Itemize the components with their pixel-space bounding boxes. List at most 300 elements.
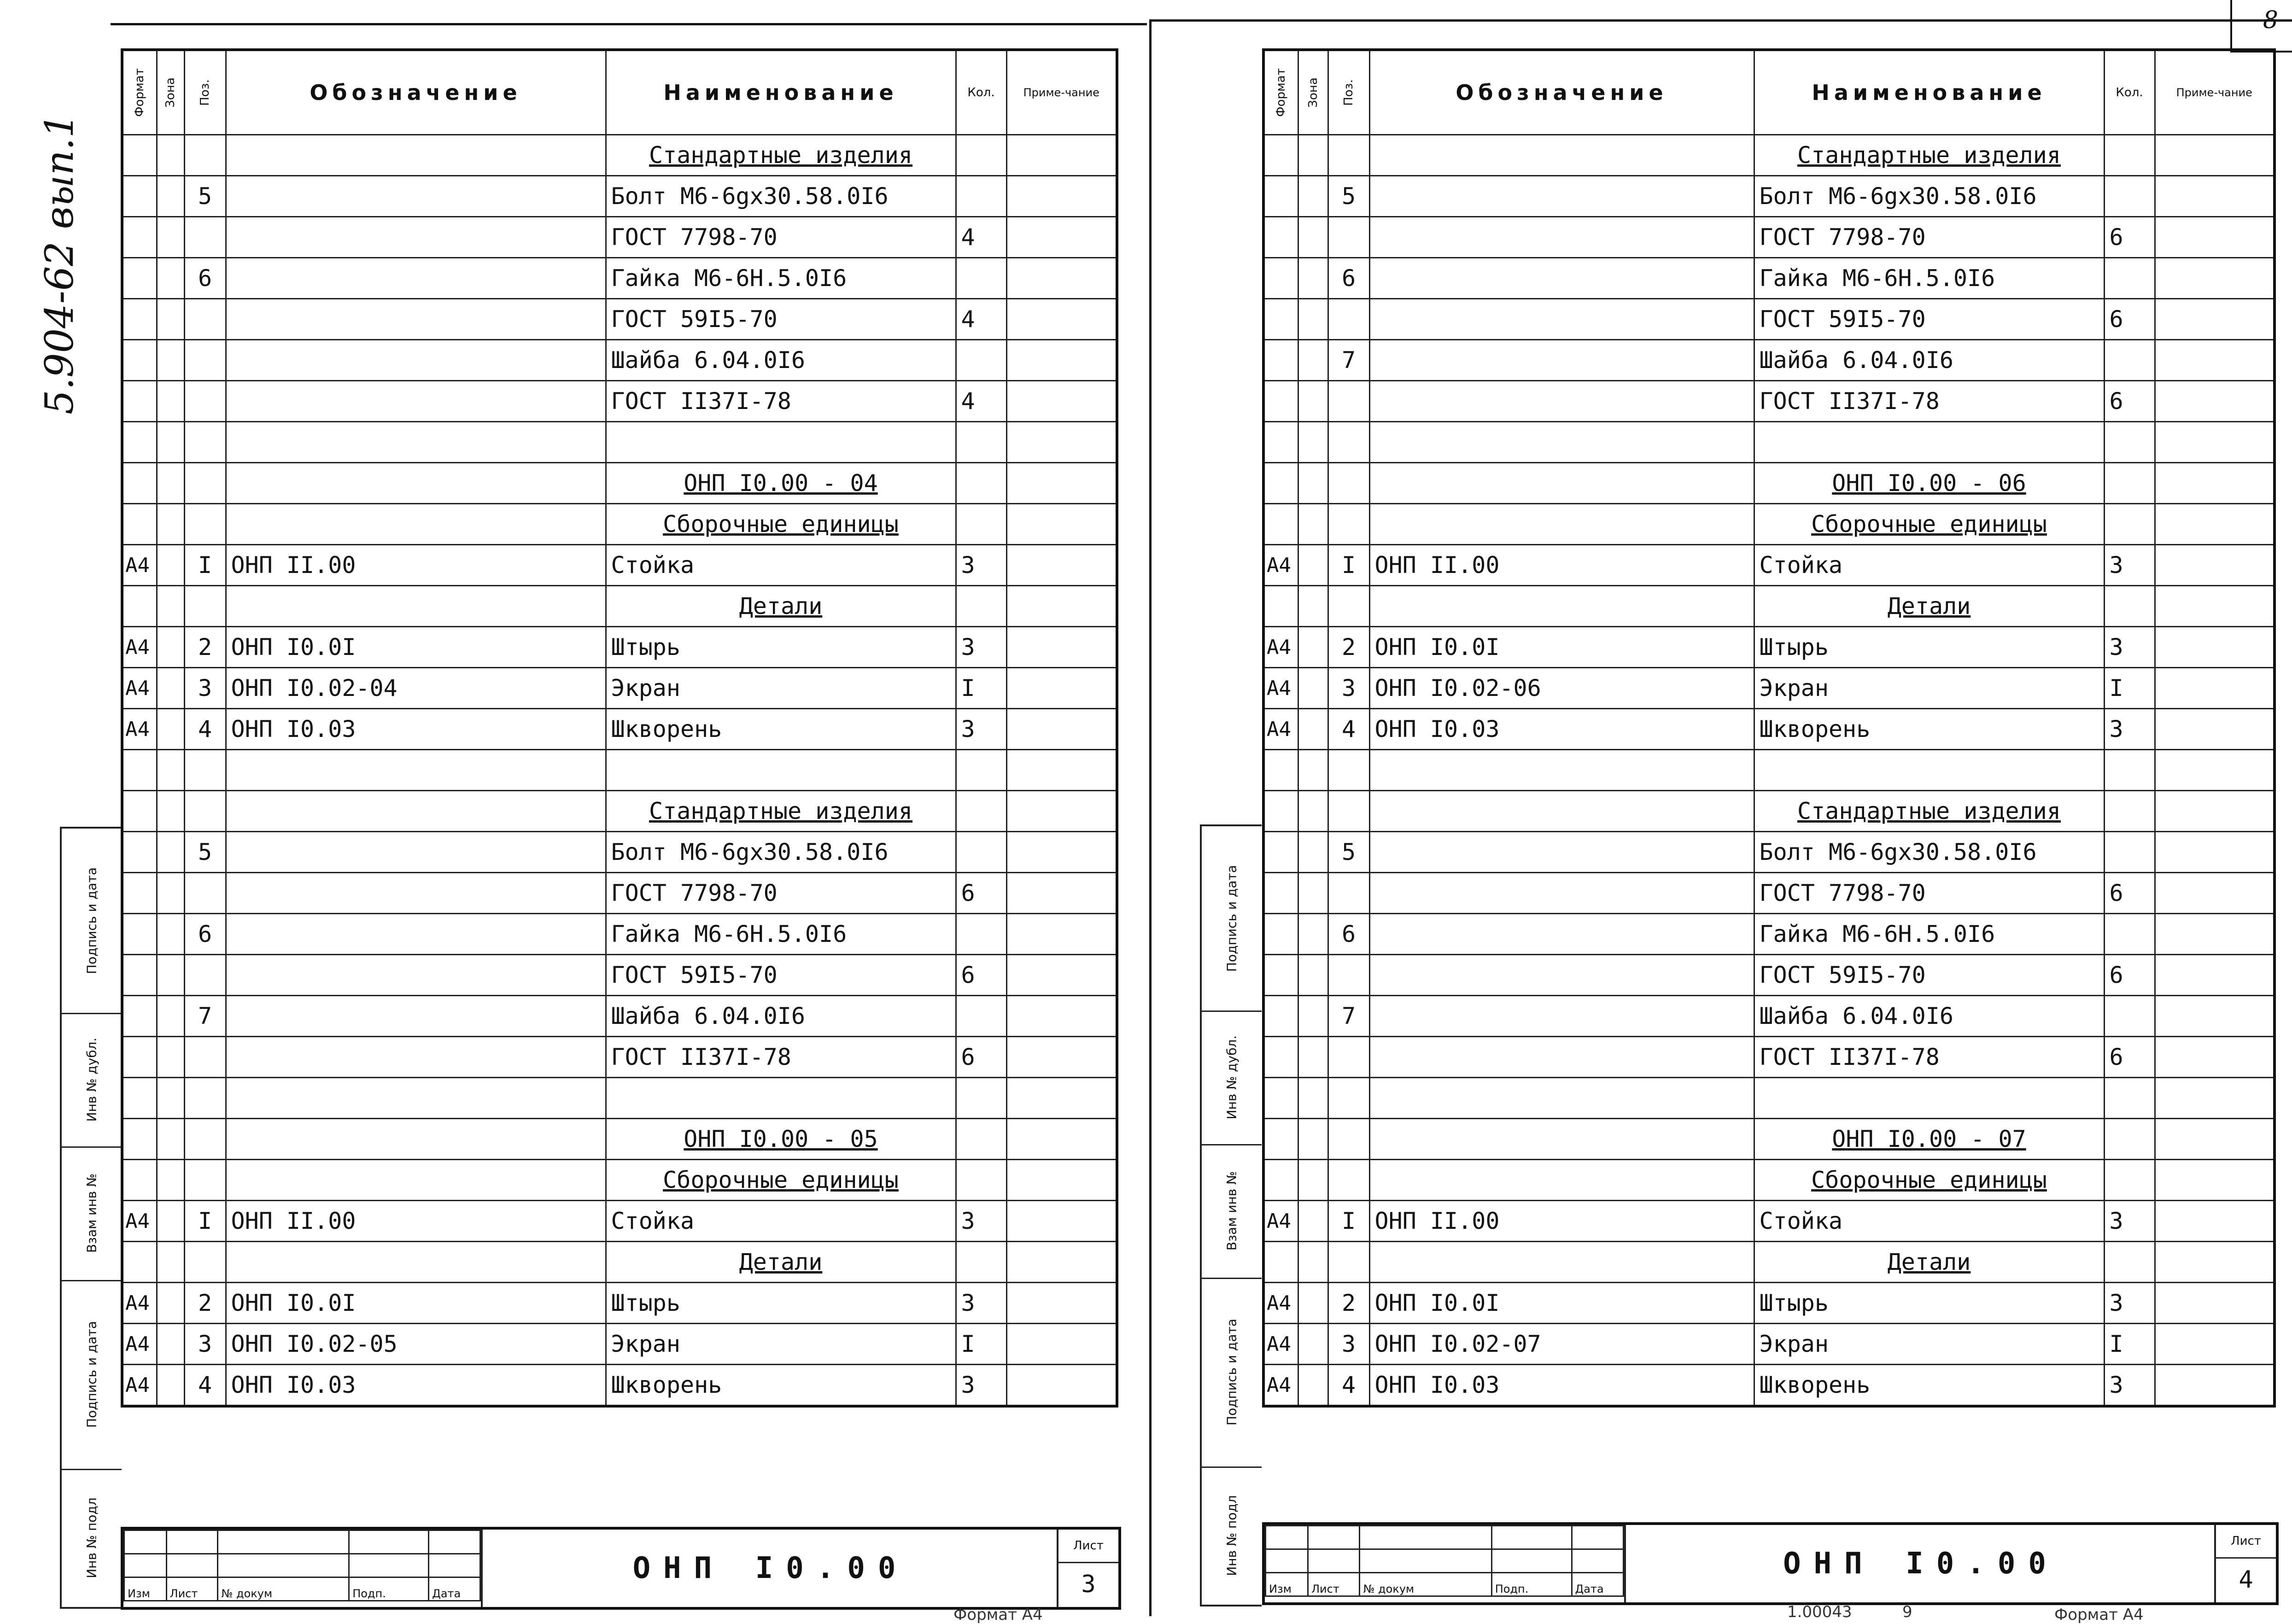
cell-note [1006,873,1117,914]
cell-designation [226,1119,606,1160]
cell-format: А4 [1263,1201,1298,1242]
cell-qty: I [956,1324,1006,1365]
cell-note [1006,709,1117,750]
cell-zone [157,463,184,504]
cell-pos [184,299,226,340]
table-row [122,217,1117,258]
cell-designation [226,381,606,422]
cell-qty [2104,340,2155,381]
cell-pos [1328,381,1369,422]
cell-name: Экран [1754,668,2104,709]
cell-qty: I [2104,1324,2155,1365]
cell-designation: ОНП I0.02-04 [226,668,606,709]
cell-format [122,996,157,1037]
cell-designation [226,1078,606,1119]
table-row [122,1283,1117,1324]
cell-format [122,1119,157,1160]
cell-name: Болт М6-6gх30.58.0I6 [606,176,956,217]
cell-note [1006,750,1117,791]
cell-name [606,1078,956,1119]
cell-name: Сборочные единицы [606,504,956,545]
cell-format [1263,955,1298,996]
cell-pos [1328,586,1369,627]
margin-vzam-inv: Взам инв № [1202,1144,1262,1279]
table-row [1263,1078,2274,1119]
cell-pos [184,1037,226,1078]
cell-name [606,750,956,791]
top-rule-right [1152,19,2292,22]
table-row [122,627,1117,668]
tb-label-sign: Подп. [349,1577,429,1601]
revision-grid [123,1530,481,1601]
table-row [1263,996,2274,1037]
cell-zone [1298,873,1328,914]
cell-pos [184,1242,226,1283]
cell-name [606,422,956,463]
cell-pos [1328,217,1369,258]
cell-qty [2104,1078,2155,1119]
cell-format [1263,1242,1298,1283]
cell-designation [1369,750,1754,791]
table-row [122,1242,1117,1283]
table-row [122,586,1117,627]
cell-zone [1298,381,1328,422]
cell-zone [157,750,184,791]
cell-note [1006,668,1117,709]
cell-designation [226,586,606,627]
cell-zone [1298,1324,1328,1365]
center-divider [1149,19,1152,1616]
cell-format: А4 [1263,1283,1298,1324]
cell-name: Штырь [606,1283,956,1324]
cell-designation: ОНП I0.03 [226,709,606,750]
document-series-stamp: 5.904-62 вып.1 [37,113,82,415]
cell-designation [226,791,606,832]
cell-qty [956,422,1006,463]
cell-name: Стандартные изделия [606,135,956,176]
table-row [1263,832,2274,873]
col-zone: Зона [157,50,184,135]
table-header-row [122,50,1117,135]
page-number-box [2230,0,2292,53]
cell-zone [157,996,184,1037]
sheet-number: 4 [2239,1566,2253,1594]
cell-zone [1298,176,1328,217]
table-row [122,545,1117,586]
cell-qty [956,504,1006,545]
col-pos: Поз. [1328,50,1369,135]
cell-pos [1328,1242,1369,1283]
cell-designation [1369,586,1754,627]
cell-qty: 4 [956,217,1006,258]
cell-pos [184,135,226,176]
col-name: Наименование [1754,50,2104,135]
cell-note [2155,135,2274,176]
cell-name: Детали [1754,1242,2104,1283]
cell-format [1263,299,1298,340]
cell-qty [956,832,1006,873]
cell-qty [956,258,1006,299]
cell-note [2155,1283,2274,1324]
cell-designation [1369,996,1754,1037]
document-code: ОНП I0.00 [1624,1525,2216,1602]
cell-designation: ОНП I0.03 [1369,709,1754,750]
cell-note [1006,340,1117,381]
cell-name: Экран [1754,1324,2104,1365]
cell-format [1263,135,1298,176]
document-code: ОНП I0.00 [481,1530,1058,1607]
cell-note [1006,832,1117,873]
cell-name: Стандартные изделия [1754,135,2104,176]
cell-zone [157,135,184,176]
cell-pos [184,217,226,258]
cell-zone [157,832,184,873]
table-row [122,1365,1117,1407]
cell-qty [956,750,1006,791]
spec-table-right [1262,48,2276,1408]
cell-qty [956,135,1006,176]
cell-note [2155,1365,2274,1407]
cell-note [2155,914,2274,955]
cell-designation [1369,832,1754,873]
cell-designation [226,914,606,955]
cell-pos: 4 [184,709,226,750]
cell-note [1006,422,1117,463]
col-format: Формат [122,50,157,135]
col-qty: Кол. [2104,50,2155,135]
cell-pos [1328,1119,1369,1160]
table-row [122,873,1117,914]
sheet-number-cell [1057,1530,1118,1607]
col-note: Приме-чание [1006,50,1117,135]
cell-qty: 3 [956,545,1006,586]
cell-designation [226,1037,606,1078]
cell-pos: 2 [184,627,226,668]
cell-note [1006,504,1117,545]
cell-note [1006,258,1117,299]
cell-name: Стойка [606,1201,956,1242]
cell-note [2155,217,2274,258]
cell-zone [1298,340,1328,381]
cell-note [2155,1078,2274,1119]
cell-qty: 3 [2104,709,2155,750]
tb-label-izm: Изм [1266,1573,1308,1596]
cell-pos: 7 [184,996,226,1037]
cell-note [1006,217,1117,258]
cell-qty: 6 [2104,381,2155,422]
cell-name: Шайба 6.04.0I6 [606,996,956,1037]
cell-format [1263,176,1298,217]
cell-format [1263,914,1298,955]
cell-designation [226,504,606,545]
cell-designation [226,299,606,340]
cell-zone [157,1160,184,1201]
table-row [1263,668,2274,709]
cell-designation [1369,504,1754,545]
cell-format: А4 [1263,668,1298,709]
cell-pos: 6 [184,914,226,955]
margin-inv-dubl: Инв № дубл. [62,1013,122,1148]
cell-qty [956,1242,1006,1283]
cell-name [1754,1078,2104,1119]
cell-name: Гайка М6-6Н.5.0I6 [606,258,956,299]
cell-pos: 3 [184,668,226,709]
spec-rows [122,135,1117,1407]
cell-designation: ОНП II.00 [1369,545,1754,586]
cell-designation [1369,1078,1754,1119]
cell-name: Шайба 6.04.0I6 [1754,996,2104,1037]
table-row [122,1119,1117,1160]
cell-qty: 3 [2104,545,2155,586]
cell-pos [184,791,226,832]
cell-pos: 7 [1328,340,1369,381]
cell-qty: 3 [956,627,1006,668]
table-row [1263,791,2274,832]
cell-format [122,340,157,381]
tb-label-doc: № докум [1360,1573,1491,1596]
cell-format [122,381,157,422]
cell-pos: 5 [1328,832,1369,873]
margin-sign-date: Подпись и дата [62,829,122,1014]
table-row [122,791,1117,832]
cell-note [2155,1160,2274,1201]
cell-name: Шкворень [1754,1365,2104,1407]
cell-zone [1298,791,1328,832]
cell-format: А4 [1263,709,1298,750]
cell-name [1754,750,2104,791]
margin-inv-podl: Инв № подл [84,1497,99,1578]
cell-pos [1328,873,1369,914]
margin-stamp-column [60,827,122,1609]
cell-zone [1298,1078,1328,1119]
cell-designation [226,463,606,504]
cell-zone [157,299,184,340]
cell-format: А4 [122,627,157,668]
cell-zone [157,627,184,668]
margin-sign-date-2: Подпись и дата [1202,1278,1262,1468]
table-row [122,1201,1117,1242]
cell-note [2155,709,2274,750]
cell-zone [1298,545,1328,586]
cell-zone [157,1365,184,1407]
cell-zone [157,1324,184,1365]
cell-name: Шкворень [1754,709,2104,750]
table-row [122,1037,1117,1078]
cell-pos: I [1328,545,1369,586]
cell-designation [226,258,606,299]
cell-note [1006,1365,1117,1407]
cell-note [2155,832,2274,873]
cell-pos: 6 [184,258,226,299]
cell-format [122,463,157,504]
cell-pos [1328,1078,1369,1119]
cell-designation: ОНП I0.02-06 [1369,668,1754,709]
cell-name: Стойка [606,545,956,586]
table-row [1263,914,2274,955]
sheet-number-cell [2214,1525,2276,1602]
cell-zone [157,1119,184,1160]
cell-designation [1369,873,1754,914]
cell-designation: ОНП I0.02-05 [226,1324,606,1365]
cell-designation [226,873,606,914]
cell-format: А4 [1263,627,1298,668]
margin-inv-podl: Инв № подл [1224,1495,1240,1576]
cell-pos: I [184,1201,226,1242]
cell-qty [956,914,1006,955]
tb-label-list: Лист [166,1577,218,1601]
sheet-number: 3 [1081,1571,1096,1598]
cell-qty [956,996,1006,1037]
cell-format [122,873,157,914]
cell-format [1263,791,1298,832]
cell-format: А4 [122,668,157,709]
cell-designation [226,832,606,873]
tb-label-izm: Изм [124,1577,167,1601]
cell-qty [2104,1242,2155,1283]
cell-note [1006,545,1117,586]
cell-zone [1298,1283,1328,1324]
cell-pos [1328,299,1369,340]
cell-note [1006,627,1117,668]
cell-format [1263,996,1298,1037]
cell-designation [1369,1160,1754,1201]
cell-qty [2104,1119,2155,1160]
cell-pos: 3 [1328,668,1369,709]
cell-designation [226,217,606,258]
cell-pos [1328,750,1369,791]
cell-note [1006,1324,1117,1365]
cell-qty: 6 [2104,217,2155,258]
cell-format [1263,1160,1298,1201]
cell-qty [2104,996,2155,1037]
cell-name: Болт М6-6gх30.58.0I6 [1754,832,2104,873]
cell-format [1263,258,1298,299]
cell-designation [226,996,606,1037]
table-row [1263,627,2274,668]
cell-qty [956,1160,1006,1201]
cell-name: Болт М6-6gх30.58.0I6 [1754,176,2104,217]
table-row [122,1160,1117,1201]
cell-name: Сборочные единицы [606,1160,956,1201]
cell-format [122,422,157,463]
table-row [122,668,1117,709]
cell-qty [956,1078,1006,1119]
cell-designation [1369,217,1754,258]
cell-zone [1298,422,1328,463]
cell-pos: 2 [1328,1283,1369,1324]
cell-note [2155,873,2274,914]
cell-pos [1328,791,1369,832]
cell-zone [1298,586,1328,627]
cell-note [2155,996,2274,1037]
table-row [1263,176,2274,217]
table-row [122,176,1117,217]
table-row [122,832,1117,873]
cell-designation: ОНП I0.0I [226,1283,606,1324]
col-format: Формат [1263,50,1298,135]
cell-format [122,955,157,996]
cell-name: Шкворень [606,709,956,750]
cell-name: Шайба 6.04.0I6 [606,340,956,381]
cell-zone [157,545,184,586]
cell-format [122,1037,157,1078]
cell-zone [1298,914,1328,955]
tb-label-list: Лист [1308,1573,1360,1596]
cell-pos [184,1119,226,1160]
title-block-left [121,1527,1121,1610]
cell-designation: ОНП I0.0I [1369,627,1754,668]
cell-pos: I [1328,1201,1369,1242]
cell-format [1263,1037,1298,1078]
cell-designation [226,422,606,463]
cell-name: ГОСТ 59I5-70 [606,299,956,340]
cell-designation [1369,463,1754,504]
cell-zone [1298,258,1328,299]
cell-designation [1369,1119,1754,1160]
cell-format: А4 [122,1283,157,1324]
margin-stamp-column-right [1200,824,1262,1606]
cell-note [1006,1160,1117,1201]
cell-note [2155,668,2274,709]
cell-pos [184,1160,226,1201]
cell-zone [157,176,184,217]
cell-name: Гайка М6-6Н.5.0I6 [1754,914,2104,955]
cell-qty [2104,832,2155,873]
cell-zone [1298,709,1328,750]
cell-zone [157,1242,184,1283]
cell-pos: 7 [1328,996,1369,1037]
cell-pos: 3 [184,1324,226,1365]
cell-qty [2104,750,2155,791]
cell-zone [157,873,184,914]
cell-note [2155,258,2274,299]
cell-note [1006,381,1117,422]
cell-qty: I [2104,668,2155,709]
cell-format [122,586,157,627]
table-row [122,1324,1117,1365]
cell-format [1263,504,1298,545]
cell-name: ОНП I0.00 - 07 [1754,1119,2104,1160]
cell-designation: ОНП I0.0I [226,627,606,668]
table-row [1263,422,2274,463]
cell-zone [157,1037,184,1078]
cell-note [1006,463,1117,504]
cell-format [1263,750,1298,791]
cell-designation [1369,258,1754,299]
cell-qty [956,463,1006,504]
table-row [122,1078,1117,1119]
cell-qty [956,176,1006,217]
cell-zone [157,504,184,545]
cell-pos: 2 [184,1283,226,1324]
top-rule-left [111,23,1147,25]
cell-name: Стойка [1754,545,2104,586]
table-row [1263,545,2274,586]
sheet-label: Лист [1058,1530,1118,1563]
margin-sign-date-2: Подпись и дата [62,1280,122,1470]
cell-designation: ОНП I0.02-07 [1369,1324,1754,1365]
table-row [1263,463,2274,504]
footer-format-right: Формат А4 [2054,1606,2144,1624]
cell-designation [1369,135,1754,176]
tb-label-date: Дата [1572,1573,1624,1596]
cell-note [2155,1037,2274,1078]
cell-format: А4 [122,545,157,586]
cell-qty [2104,135,2155,176]
cell-pos [184,463,226,504]
page-number: 8 [2263,6,2278,34]
cell-name: Шайба 6.04.0I6 [1754,340,2104,381]
